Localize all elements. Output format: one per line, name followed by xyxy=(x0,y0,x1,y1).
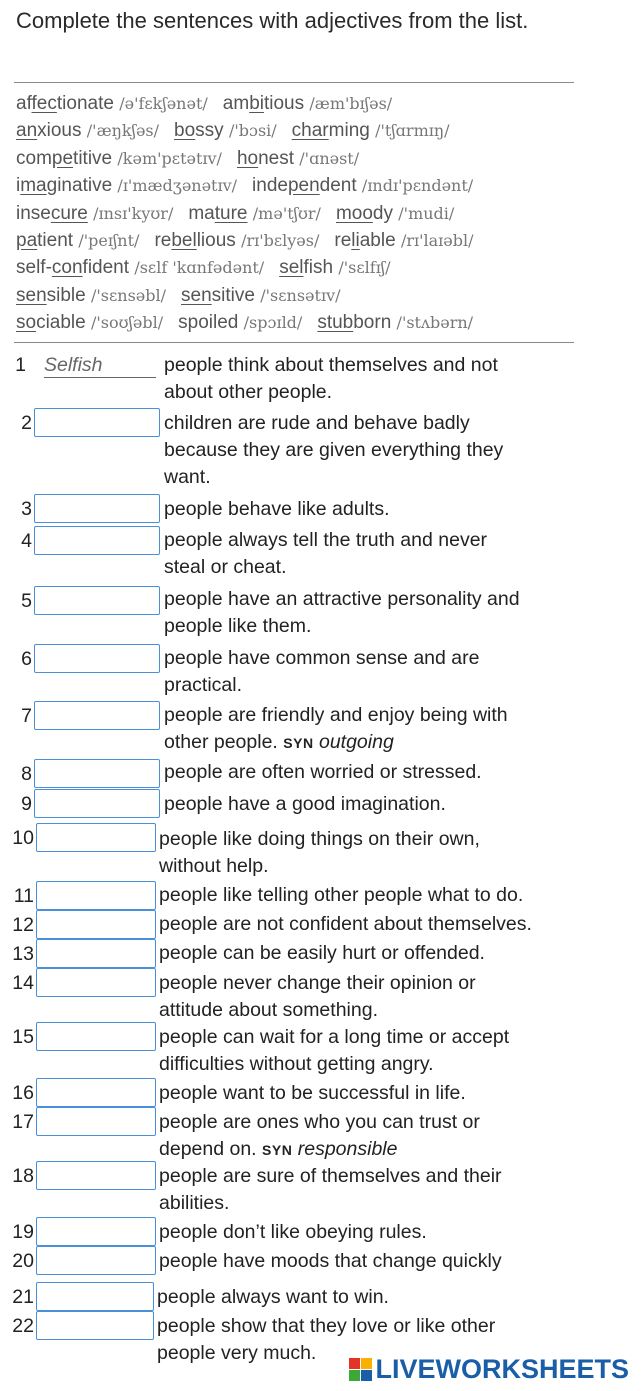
stressed-syllable: stub xyxy=(317,312,354,334)
stressed-syllable: moo xyxy=(335,202,373,224)
syllable: born xyxy=(353,312,392,334)
stressed-syllable: sel xyxy=(279,257,304,279)
syllable: ciable xyxy=(36,312,86,334)
answer-box[interactable] xyxy=(36,1161,156,1190)
pronunciation: /'mudi/ xyxy=(398,203,455,223)
sentence-line-text: without help. xyxy=(159,855,269,877)
sentence-line-text: people have moods that change quickly xyxy=(159,1250,502,1272)
word-list-line xyxy=(16,172,626,199)
pronunciation: /'tʃɑrmɪŋ/ xyxy=(375,121,450,141)
word-entry xyxy=(336,200,454,227)
word-entry-word xyxy=(16,230,73,251)
stressed-syllable: bi xyxy=(249,93,264,114)
word-entry-word xyxy=(174,120,224,141)
item-number: 5 xyxy=(21,590,32,612)
answer-input[interactable] xyxy=(37,1079,155,1106)
sentence-line-text: steal or cheat. xyxy=(164,556,287,578)
answer-input[interactable] xyxy=(37,1312,153,1339)
sentence-line-text: practical. xyxy=(164,674,243,696)
word-entry-word xyxy=(16,257,129,278)
sentence-text xyxy=(159,1109,629,1164)
pronunciation: /rɪ'laɪəbl/ xyxy=(400,230,474,250)
stressed-syllable: char xyxy=(291,120,329,142)
word-entry xyxy=(174,117,277,144)
word-entry xyxy=(16,254,264,281)
pronunciation: /ɪ'mædʒənətɪv/ xyxy=(117,176,238,196)
sentence-line xyxy=(164,464,634,491)
pronunciation: /æm'bɪʃəs/ xyxy=(309,94,393,113)
logo-icon xyxy=(349,1358,372,1381)
item-number: 17 xyxy=(12,1111,34,1133)
item-number: 1 xyxy=(15,354,26,376)
stressed-syllable: bel xyxy=(171,229,197,251)
sentence-text xyxy=(159,1248,629,1275)
stressed-syllable: pen xyxy=(287,175,320,197)
sentence-line: people think about themselves and not xyxy=(164,354,498,376)
pronunciation: /'ɑnəst/ xyxy=(299,148,360,168)
word-list-line xyxy=(16,200,626,227)
answer-box[interactable] xyxy=(36,1282,154,1311)
answer-box[interactable] xyxy=(34,494,160,523)
sentence-line-text: difficulties without getting angry. xyxy=(159,1053,434,1075)
word-entry xyxy=(334,227,473,254)
answer-input[interactable] xyxy=(35,495,159,522)
stressed-syllable: con xyxy=(51,257,83,279)
word-entry xyxy=(16,282,166,309)
sentence-line xyxy=(159,853,629,880)
example-answer: Selfish xyxy=(44,354,156,378)
answer-box[interactable] xyxy=(36,881,156,910)
sentence-line xyxy=(164,496,634,523)
syllable: able xyxy=(359,229,396,251)
item-number: 20 xyxy=(12,1250,34,1272)
pronunciation: /ɪnsɪ'kyʊr/ xyxy=(93,203,174,223)
answer-input[interactable] xyxy=(37,1283,153,1310)
syllable: inde xyxy=(252,175,288,197)
sentence-line xyxy=(159,1109,629,1136)
sentence-text xyxy=(164,496,634,523)
sentence-line-text: children are rude and behave badly xyxy=(164,412,470,434)
word-entry-word xyxy=(16,148,112,169)
syllable: dent xyxy=(319,175,357,197)
word-entry-word xyxy=(16,203,88,224)
sentence-line xyxy=(159,1024,629,1051)
syllable: re xyxy=(154,229,172,251)
syllable: ming xyxy=(328,120,370,142)
word-entry xyxy=(16,309,163,336)
item-number: 11 xyxy=(13,885,34,907)
answer-box[interactable] xyxy=(36,823,156,852)
bottom-divider xyxy=(14,342,574,343)
word-entry xyxy=(252,172,473,199)
answer-input[interactable] xyxy=(35,409,159,436)
pronunciation: /'bɔsi/ xyxy=(228,121,277,141)
sentence-line xyxy=(159,1051,629,1078)
word-entry-word xyxy=(16,120,82,141)
answer-input[interactable] xyxy=(37,1108,155,1135)
sentence-line-text: people like doing things on their own, xyxy=(159,828,480,850)
sentence-text xyxy=(159,1163,629,1217)
word-entry-word xyxy=(181,285,255,306)
answer-box[interactable] xyxy=(34,789,160,818)
synonym: responsible xyxy=(297,1138,398,1160)
item-number: 21 xyxy=(12,1286,34,1308)
word-entry-word xyxy=(223,93,304,114)
item-number: 13 xyxy=(12,943,34,965)
syllable: xious xyxy=(37,120,82,142)
word-entry-word xyxy=(178,312,238,333)
sentence-text xyxy=(164,527,634,581)
syllable: spoiled xyxy=(178,312,239,334)
sentence-line-text: people show that they love or like other xyxy=(157,1315,496,1337)
sentence-line xyxy=(164,702,634,729)
answer-input[interactable] xyxy=(35,790,159,817)
answer-input[interactable] xyxy=(35,645,159,672)
word-entry xyxy=(223,90,392,117)
pronunciation: /ə'fɛkʃənət/ xyxy=(119,94,208,113)
item-number: 15 xyxy=(12,1026,34,1048)
word-list-line xyxy=(16,117,626,144)
syllable: lious xyxy=(196,229,236,251)
sentence-line xyxy=(159,826,629,853)
sentence-line-text: depend on. xyxy=(159,1138,257,1160)
sentence-line-text: because they are given everything they xyxy=(164,439,504,461)
word-entry-word xyxy=(336,203,393,224)
item-number: 14 xyxy=(12,972,34,994)
answer-box[interactable] xyxy=(34,526,160,555)
item-number: 19 xyxy=(12,1221,34,1243)
item-number: 18 xyxy=(12,1165,34,1187)
sentence-text xyxy=(159,1080,629,1107)
sentence-line xyxy=(159,1190,629,1217)
item-number: 2 xyxy=(21,412,32,434)
sentence-line-text: people want to be successful in life. xyxy=(159,1082,466,1104)
sentence-text xyxy=(159,1024,629,1078)
stressed-syllable: so xyxy=(16,312,37,334)
answer-box[interactable] xyxy=(36,1078,156,1107)
item-number: 9 xyxy=(21,793,32,815)
syllable: ginative xyxy=(46,175,113,197)
word-entry-word xyxy=(334,230,395,251)
sentence-text xyxy=(159,970,629,1024)
word-entry xyxy=(292,117,450,144)
sentence-line-text: people have common sense and are xyxy=(164,647,480,669)
pronunciation: /'stʌbərn/ xyxy=(396,313,474,333)
sentence-line-text: people can be easily hurt or offended. xyxy=(159,942,485,964)
sentence-line xyxy=(159,940,629,967)
word-entry xyxy=(16,145,222,172)
word-entry xyxy=(16,117,159,144)
sentence-line-text: people are not confident about themselves. xyxy=(159,913,532,935)
answer-box[interactable] xyxy=(36,968,156,997)
stressed-syllable: li xyxy=(351,229,360,251)
pronunciation: /'peɪʃnt/ xyxy=(78,230,140,250)
word-entry-word xyxy=(16,312,86,333)
answer-box[interactable] xyxy=(34,759,160,788)
word-list-line xyxy=(16,282,626,309)
word-list-line xyxy=(16,145,626,172)
sentence-text xyxy=(164,702,634,757)
word-entry-word xyxy=(292,120,370,141)
item-number: 22 xyxy=(12,1315,34,1337)
stressed-syllable: ho xyxy=(236,147,259,169)
sentence-line-text: people like telling other people what to do. xyxy=(159,884,524,906)
syllable: fident xyxy=(82,257,130,279)
word-entry-word xyxy=(16,175,112,196)
pronunciation: /ɪndɪ'pɛndənt/ xyxy=(361,176,474,196)
pronunciation: /'æŋkʃəs/ xyxy=(86,121,160,141)
logo-square xyxy=(361,1370,372,1381)
stressed-syllable: pa xyxy=(16,229,38,251)
syllable: tionate xyxy=(56,93,114,114)
syllable: am xyxy=(222,93,250,114)
sentence-line-text: other people. xyxy=(164,731,278,753)
answer-input[interactable] xyxy=(37,1162,155,1189)
sentence-line xyxy=(164,729,634,757)
syllable: self- xyxy=(16,257,52,279)
pronunciation: /mə'tʃʊr/ xyxy=(252,203,321,223)
syllable: i xyxy=(16,175,21,197)
syn-label: SYN xyxy=(283,735,314,751)
logo-square xyxy=(349,1370,360,1381)
word-list-line xyxy=(16,227,626,254)
word-entry-word xyxy=(252,175,357,196)
sentence-line xyxy=(164,613,634,640)
sentence-line xyxy=(159,882,629,909)
sentence-line-text: attitude about something. xyxy=(159,999,378,1021)
page-title: Complete the sentences with adjectives from the list. xyxy=(16,8,529,33)
sentence-line-text: people always tell the truth and never xyxy=(164,529,488,551)
pronunciation: /sɛlf 'kɑnfədənt/ xyxy=(134,258,265,278)
answer-box[interactable] xyxy=(36,1107,156,1136)
word-entry-word xyxy=(237,148,294,169)
sentence-line-text: people like them. xyxy=(164,615,312,637)
sentence-line xyxy=(159,1136,629,1164)
syllable: tious xyxy=(263,93,305,114)
answer-box[interactable] xyxy=(34,644,160,673)
word-entry-word xyxy=(16,285,86,306)
syn-label: SYN xyxy=(262,1142,293,1158)
sentence-line-text: people have a good imagination. xyxy=(164,793,446,815)
word-entry xyxy=(178,309,302,336)
answer-input[interactable] xyxy=(37,969,155,996)
sentence-text xyxy=(159,1219,629,1246)
syllable: re xyxy=(334,229,352,251)
sentence-text xyxy=(157,1284,627,1311)
sentence-line-text: people never change their opinion or xyxy=(159,972,476,994)
sentence-line-text: people behave like adults. xyxy=(164,498,390,520)
answer-box[interactable] xyxy=(36,1022,156,1051)
word-list-line xyxy=(16,90,626,117)
word-entry xyxy=(154,227,319,254)
answer-input[interactable] xyxy=(37,1023,155,1050)
sentence-line-text: people are sure of themselves and their xyxy=(159,1165,502,1187)
sentence-line xyxy=(157,1313,627,1340)
logo-square xyxy=(349,1358,360,1369)
word-entry-word xyxy=(154,230,235,251)
sentence-line-text: want. xyxy=(164,466,211,488)
word-entry-word xyxy=(16,93,114,114)
sentence-line-text: abilities. xyxy=(159,1192,230,1214)
sentence-line xyxy=(164,672,634,699)
item-number: 7 xyxy=(21,705,32,727)
word-entry-word xyxy=(317,312,391,333)
syllable: tient xyxy=(37,229,74,251)
answer-box[interactable] xyxy=(34,701,160,730)
word-entry xyxy=(237,145,359,172)
stressed-syllable: cure xyxy=(50,202,88,224)
sentence-line: about other people. xyxy=(164,381,333,403)
answer-input[interactable] xyxy=(37,1247,155,1274)
answer-box[interactable] xyxy=(36,1217,156,1246)
stressed-syllable: bo xyxy=(174,120,196,142)
pronunciation: /rɪ'bɛlyəs/ xyxy=(241,230,320,250)
sentence-text xyxy=(164,410,634,491)
sentence-line xyxy=(164,645,634,672)
syllable: fish xyxy=(303,257,334,279)
sentence-text xyxy=(159,882,629,909)
answer-box[interactable] xyxy=(34,586,160,615)
word-entry xyxy=(188,200,321,227)
syllable: titive xyxy=(73,147,113,169)
item-number: 8 xyxy=(21,763,32,785)
item-number: 3 xyxy=(21,498,32,520)
word-entry-word xyxy=(188,203,247,224)
syllable: dy xyxy=(372,202,393,224)
pronunciation: /'sɛlfɪʃ/ xyxy=(338,258,391,278)
sentence-text xyxy=(164,791,634,818)
top-divider xyxy=(14,82,574,83)
answer-input[interactable] xyxy=(35,587,159,614)
answer-input[interactable] xyxy=(37,1218,155,1245)
answer-box[interactable] xyxy=(36,910,156,939)
logo-text: LIVEWORKSHEETS xyxy=(375,1354,629,1384)
item-number: 12 xyxy=(12,914,34,936)
sentence-line xyxy=(164,791,634,818)
sentence-line xyxy=(164,586,634,613)
syllable: inse xyxy=(16,202,51,224)
word-entry xyxy=(317,309,473,336)
answer-box[interactable] xyxy=(36,1246,156,1275)
word-entry xyxy=(181,282,340,309)
item-number: 10 xyxy=(12,827,34,849)
word-entry xyxy=(16,172,237,199)
stressed-syllable: ture xyxy=(214,202,248,224)
syllable: af xyxy=(16,93,32,114)
sentence-line xyxy=(159,970,629,997)
stressed-syllable: ma xyxy=(20,175,47,197)
sentence-line xyxy=(159,1080,629,1107)
answer-input[interactable] xyxy=(35,702,159,729)
synonym: outgoing xyxy=(318,731,394,753)
sentence-line xyxy=(164,527,634,554)
sentence-line xyxy=(164,410,634,437)
word-list-line xyxy=(16,309,626,336)
pronunciation: /spɔɪld/ xyxy=(243,313,303,333)
stressed-syllable: sen xyxy=(16,284,47,306)
answer-input[interactable] xyxy=(35,760,159,787)
sentence-line xyxy=(159,1219,629,1246)
item-number: 6 xyxy=(21,648,32,670)
syllable: ma xyxy=(188,202,215,224)
item-number: 4 xyxy=(21,530,32,552)
sentence-text xyxy=(164,759,634,786)
pronunciation: /'sɛnsətɪv/ xyxy=(260,285,341,305)
syllable: nest xyxy=(258,147,294,169)
sentence-line xyxy=(157,1284,627,1311)
sentence-line xyxy=(164,759,634,786)
answer-input[interactable] xyxy=(37,911,155,938)
sentence-text xyxy=(159,911,629,938)
syllable: com xyxy=(16,147,52,169)
sentence-text xyxy=(159,826,629,880)
sentence-line-text: people always want to win. xyxy=(157,1286,389,1308)
answer-input[interactable] xyxy=(37,940,155,967)
word-entry xyxy=(16,90,208,117)
logo-square xyxy=(361,1358,372,1369)
pronunciation: /'soʊʃəbl/ xyxy=(91,313,164,333)
sentence-line-text: people are friendly and enjoy being with xyxy=(164,704,508,726)
answer-input[interactable] xyxy=(37,882,155,909)
liveworksheets-logo xyxy=(349,1354,629,1385)
sentence-text xyxy=(159,940,629,967)
pronunciation: /kəm'pɛtətɪv/ xyxy=(117,148,222,168)
word-list-line xyxy=(16,254,626,281)
pronunciation: /'sɛnsəbl/ xyxy=(91,285,167,305)
stressed-syllable: sen xyxy=(181,284,212,306)
sentence-line xyxy=(164,554,634,581)
sentence-line-text: people can wait for a long time or accept xyxy=(159,1026,510,1048)
answer-box[interactable] xyxy=(34,408,160,437)
answer-input[interactable] xyxy=(35,527,159,554)
word-entry xyxy=(16,200,173,227)
word-list xyxy=(16,90,626,337)
answer-box[interactable] xyxy=(36,1311,154,1340)
answer-input[interactable] xyxy=(37,824,155,851)
syllable: sible xyxy=(46,284,86,306)
sentence-line-text: people are often worried or stressed. xyxy=(164,761,482,783)
stressed-syllable: pe xyxy=(51,147,74,169)
sentence-text xyxy=(164,645,634,699)
sentence-line xyxy=(159,911,629,938)
sentence-line xyxy=(159,1248,629,1275)
syllable: ssy xyxy=(195,120,224,142)
word-entry xyxy=(279,254,390,281)
sentence-line-text: people don’t like obeying rules. xyxy=(159,1221,427,1243)
sentence-line-text: people are ones who you can trust or xyxy=(159,1111,480,1133)
sentence-text xyxy=(164,352,634,406)
sentence-line-text: people very much. xyxy=(157,1342,317,1364)
item-number: 16 xyxy=(12,1082,34,1104)
stressed-syllable: fec xyxy=(31,93,57,114)
sentence-line xyxy=(159,1163,629,1190)
syllable: sitive xyxy=(211,284,255,306)
word-entry xyxy=(16,227,139,254)
sentence-text xyxy=(164,586,634,640)
sentence-line xyxy=(159,997,629,1024)
sentence-line xyxy=(164,437,634,464)
answer-box[interactable] xyxy=(36,939,156,968)
sentence-line-text: people have an attractive personality and xyxy=(164,588,520,610)
word-entry-word xyxy=(279,257,333,278)
stressed-syllable: an xyxy=(16,120,38,142)
